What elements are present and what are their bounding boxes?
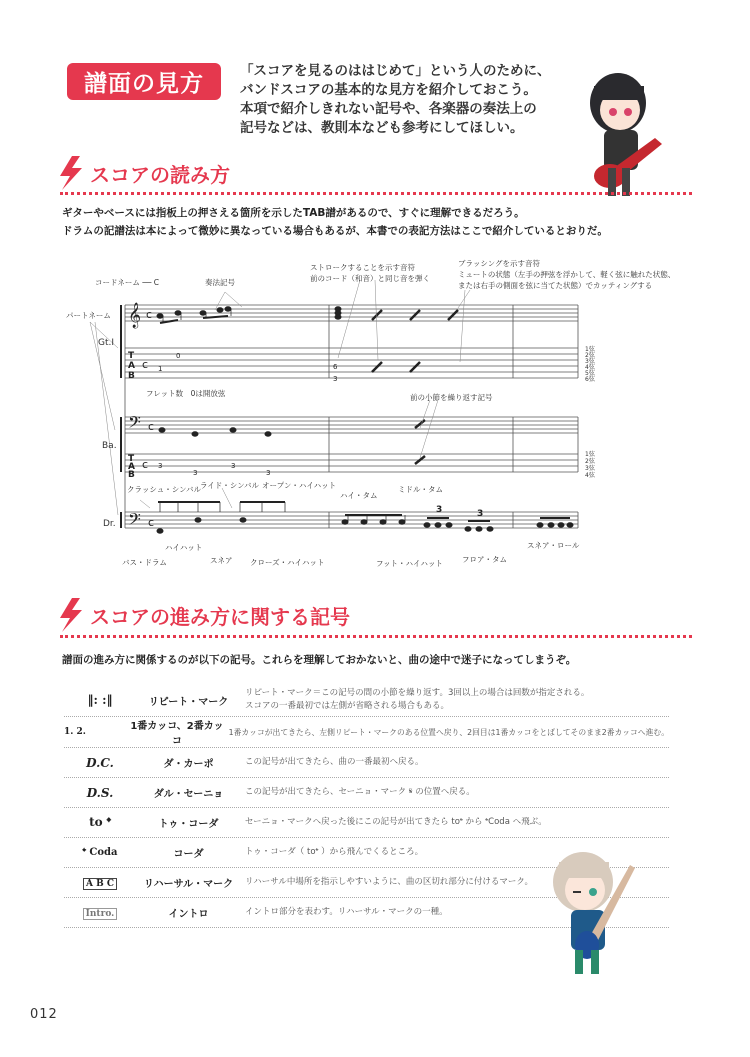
symbol-name: ダ・カーポ: [163, 759, 214, 770]
label-brushing: ブラッシングを示す音符: [458, 259, 541, 268]
section-title: スコアの進み方に関する記号: [90, 604, 350, 629]
label-stroke: ストロークすることを示す音符: [310, 263, 415, 272]
string-label: 4弦: [585, 472, 595, 479]
rehearsal-mark-symbol: [64, 875, 136, 890]
score-labels: [66, 258, 675, 568]
string-label: 3弦: [585, 358, 595, 365]
character-illustration-guitarist: [580, 68, 670, 203]
symbol-name: リピート・マーク: [148, 696, 229, 708]
svg-text:3: 3: [231, 462, 236, 470]
lightning-icon: [58, 598, 84, 632]
intro-line: 「スコアを見るのははじめて」という人のために、: [240, 63, 551, 79]
label-ride: ライド・シンバル: [200, 481, 260, 490]
chord-name-label: コードネーム: [95, 278, 140, 287]
section-title: スコアの読み方: [90, 162, 230, 187]
string-label: 2弦: [585, 352, 595, 359]
chord-symbol: C: [153, 278, 159, 287]
symbol-name: 1番カッコ、2番カッコ: [130, 721, 224, 747]
symbol-description: この記号が出てきたら、曲の一番最初へ戻る。: [245, 757, 424, 767]
section-heading-navigation: [58, 598, 350, 632]
label-guitar: Gt.I: [98, 338, 115, 348]
intro-line: 本項で紹介しきれない記号や、各楽器の奏法上の: [240, 101, 537, 117]
svg-text:3: 3: [266, 469, 271, 477]
svg-text:3: 3: [193, 469, 198, 477]
symbol-name: リハーサル・マーク: [143, 879, 234, 890]
svg-text:3: 3: [333, 375, 338, 383]
section1-paragraph: [62, 204, 608, 240]
label-open-hihat: オープン・ハイハット: [262, 481, 337, 490]
intro-symbol: [64, 905, 136, 920]
string-label: 6弦: [585, 376, 595, 383]
table-row: [64, 684, 669, 717]
string-label: 5弦: [585, 370, 595, 377]
paragraph-line: ギターやベースには指板上の押さえる箇所を示したTAB譜があるので、すぐに理解できるだろう。: [62, 207, 525, 219]
symbol-description: セーニョ・マークへ戻った後にこの記号が出てきたら to𝄌 から 𝄌Coda へ飛ぶ。: [245, 817, 547, 827]
dotted-divider: [60, 192, 692, 195]
symbol-description: イントロ部分を表わす。リハーサル・マークの一種。: [245, 907, 448, 917]
table-row: [64, 717, 669, 748]
svg-text:𝄢: 𝄢: [128, 412, 141, 436]
dotted-divider: [60, 635, 692, 638]
svg-text:T: T: [128, 351, 135, 361]
svg-text:B: B: [128, 470, 135, 480]
symbol-name: コーダ: [173, 849, 204, 860]
label-brushing-2: ミュートの状態（左手の押弦を浮かして、軽く弦に触れた状態、: [458, 270, 676, 279]
svg-text:3: 3: [158, 462, 163, 470]
label-fret: フレット数 0は開放弦: [146, 389, 226, 398]
ending-brackets-symbol: 1. 2.: [64, 727, 86, 737]
label-drums: Dr.: [103, 519, 116, 529]
svg-text:𝄢: 𝄢: [128, 509, 141, 533]
symbol-name: ダル・セーニョ: [153, 789, 224, 800]
label-bass: Ba.: [102, 441, 117, 451]
label-mid-tom: ミドル・タム: [398, 485, 443, 494]
svg-text:c: c: [142, 358, 149, 371]
svg-text:コードネーム ── C: コードネーム ── C: [95, 278, 159, 287]
page-title: 譜面の見方: [67, 63, 221, 100]
label-technique: 奏法記号: [205, 278, 235, 287]
intro-line: バンドスコアの基本的な見方を紹介しておこう。: [240, 82, 537, 98]
section-heading-reading: [58, 156, 230, 190]
symbol-description: トゥ・コーダ（ to𝄌 ）から飛んでくるところ。: [245, 847, 424, 857]
string-label: 1弦: [585, 346, 595, 353]
label-hihat: ハイハット: [165, 543, 203, 552]
coda-symbol: 𝄌 Coda: [82, 847, 118, 858]
dc-symbol: D.C.: [86, 755, 114, 770]
paragraph-line: ドラムの記譜法は本によって微妙に異なっている場合もあるが、本書での表記方法はここで紹介しているとおりだ。: [62, 225, 608, 237]
svg-text:A: A: [128, 462, 135, 472]
svg-text:T: T: [128, 454, 135, 464]
label-repeat-previous: 前の小節を繰り返す記号: [410, 393, 493, 402]
svg-text:c: c: [148, 516, 155, 529]
repeat-mark-symbol: ‖: :‖: [87, 693, 113, 707]
string-label: 4弦: [585, 364, 595, 371]
to-coda-symbol: to 𝄌: [89, 815, 111, 829]
intro-text: [240, 62, 580, 138]
symbol-description: 1番カッコが出てきたら、左側リピート・マークのある位置へ戻り、2回目は1番カッコをとばしてそのまま2番カッコへ進む。: [228, 727, 669, 737]
label-closed-hihat: クローズ・ハイハット: [250, 558, 325, 567]
rehearsal-box: A B C: [83, 878, 117, 890]
label-floor-tom: フロア・タム: [462, 555, 507, 564]
string-label: 3弦: [585, 465, 595, 472]
symbol-name: トゥ・コーダ: [158, 819, 219, 830]
svg-text:1: 1: [158, 365, 163, 373]
svg-text:6: 6: [333, 363, 338, 371]
label-bass-drum: バス・ドラム: [122, 558, 167, 567]
symbol-description: リハーサル中場所を指示しやすいように、曲の区切れ部分に付けるマーク。: [245, 877, 533, 887]
label-foot-hihat: フット・ハイハット: [376, 559, 443, 568]
symbol-description: リピート・マーク＝この記号の間の小節を繰り返す。3回以上の場合は回数が指定される。 スコアの一番最初では左側が省略される場合もある。: [245, 688, 590, 711]
lightning-icon: [58, 156, 84, 190]
label-brushing-3: または右手の側面を弦に当てた状態）でカッティングする: [458, 281, 653, 290]
svg-text:A: A: [128, 361, 135, 371]
ds-symbol: D.S.: [86, 785, 114, 800]
label-part-name: パートネーム: [66, 311, 111, 320]
label-high-tom: ハイ・タム: [340, 491, 378, 500]
svg-text:B: B: [128, 371, 135, 381]
label-snare-roll: スネア・ロール: [527, 541, 580, 550]
label-snare: スネア: [210, 556, 233, 565]
clefs: [128, 302, 154, 533]
svg-text:0: 0: [176, 352, 181, 360]
svg-text:𝄞: 𝄞: [128, 303, 142, 328]
triplet-label: 3: [477, 509, 484, 519]
symbol-name: イントロ: [168, 909, 209, 920]
string-label: 1弦: [585, 451, 595, 458]
triplet-label: 3: [436, 505, 443, 515]
character-illustration-bassist: [545, 850, 645, 975]
section2-paragraph: 譜面の進み方に関係するのが以下の記号。これらを理解しておかないと、曲の途中で迷子になってしまうぞ。: [62, 654, 577, 666]
label-stroke-2: 前のコード（和音）と同じ音を弾く: [310, 274, 430, 283]
table-row: [64, 748, 669, 778]
svg-text:c: c: [148, 420, 155, 433]
score-diagram: [0, 250, 750, 580]
page-number: 012: [30, 1007, 58, 1022]
table-row: [64, 778, 669, 808]
svg-text:c: c: [142, 458, 149, 471]
intro-box: Intro.: [83, 908, 118, 920]
svg-text:c: c: [146, 308, 153, 321]
symbol-description: この記号が出てきたら、セーニョ・マーク 𝄋 の位置へ戻る。: [245, 787, 475, 797]
label-crash: クラッシュ・シンバル: [127, 485, 201, 494]
string-label: 2弦: [585, 458, 595, 465]
table-row: [64, 808, 669, 838]
intro-line: 記号などは、教則本なども参考にしてほしい。: [240, 120, 524, 136]
